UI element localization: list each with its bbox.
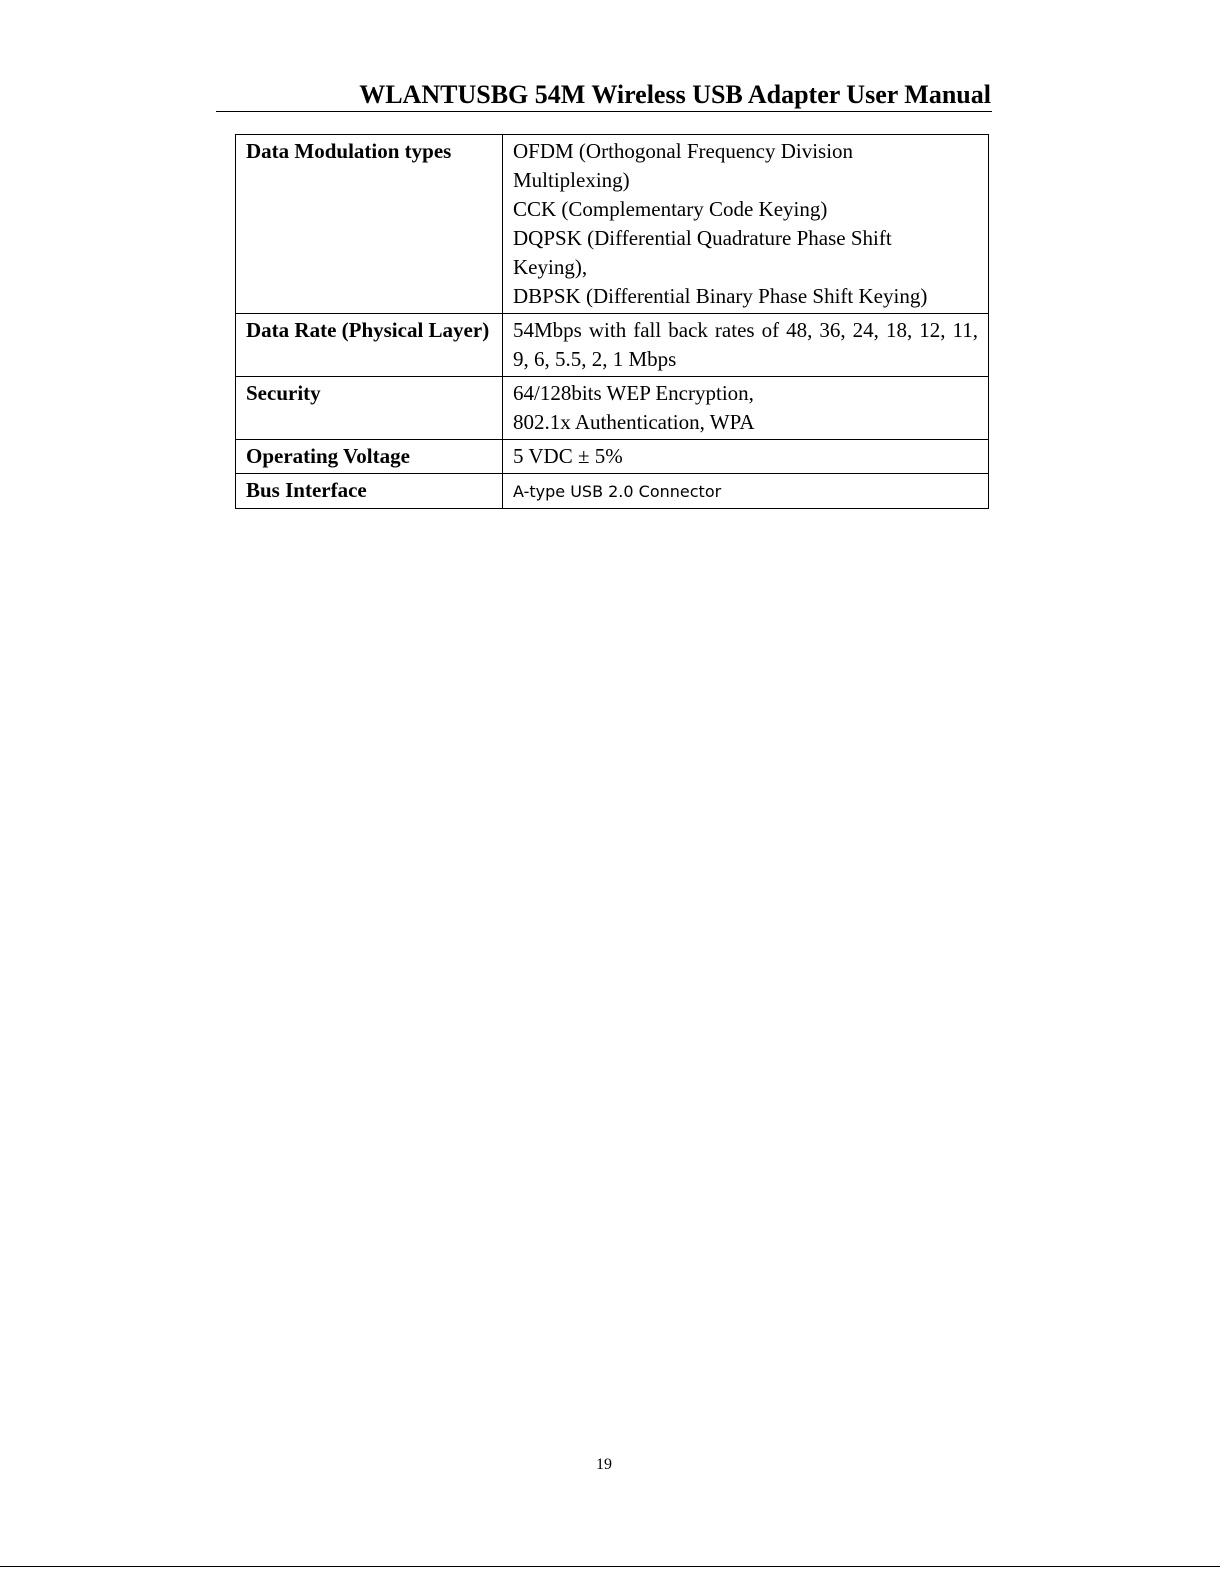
- spec-label-operating-voltage: Operating Voltage: [236, 440, 503, 474]
- bottom-divider: [0, 1566, 1220, 1567]
- header-divider: [216, 111, 992, 112]
- table-row: [236, 377, 989, 440]
- spec-value-line: DBPSK (Differential Binary Phase Shift Keying): [513, 284, 928, 308]
- spec-value-line: 802.1x Authentication, WPA: [513, 410, 755, 434]
- spec-value-line: 64/128bits WEP Encryption,: [513, 381, 754, 405]
- table-row: [236, 440, 989, 474]
- page-header-title: WLANTUSBG 54M Wireless USB Adapter User Manual: [359, 80, 991, 109]
- spec-label-security: Security: [236, 377, 503, 440]
- spec-value-operating-voltage: 5 VDC ± 5%: [503, 440, 989, 474]
- spec-value-line: CCK (Complementary Code Keying): [513, 197, 828, 221]
- table-row: [236, 135, 989, 314]
- spec-label-bus-interface: Bus Interface: [236, 474, 503, 509]
- spec-value-line: DQPSK (Differential Quadrature Phase Shift: [513, 226, 892, 250]
- spec-value-security: [503, 377, 989, 440]
- specifications-table: [235, 134, 989, 509]
- spec-value-data-rate: 54Mbps with fall back rates of 48, 36, 24, 18, 12, 11, 9, 6, 5.5, 2, 1 Mbps: [503, 314, 989, 377]
- spec-value-line: Multiplexing): [513, 168, 630, 192]
- table-row: [236, 474, 989, 509]
- page-number: 19: [596, 1456, 612, 1473]
- spec-value-data-modulation: [503, 135, 989, 314]
- spec-value-bus-interface: [503, 474, 989, 509]
- spec-value-line: OFDM (Orthogonal Frequency Division: [513, 139, 854, 163]
- spec-label-data-modulation: Data Modulation types: [236, 135, 503, 314]
- table-row: [236, 314, 989, 377]
- spec-value-text: A-type USB 2.0 Connector: [513, 482, 722, 501]
- spec-label-data-rate: Data Rate (Physical Layer): [236, 314, 503, 377]
- spec-value-line: Keying),: [513, 255, 588, 279]
